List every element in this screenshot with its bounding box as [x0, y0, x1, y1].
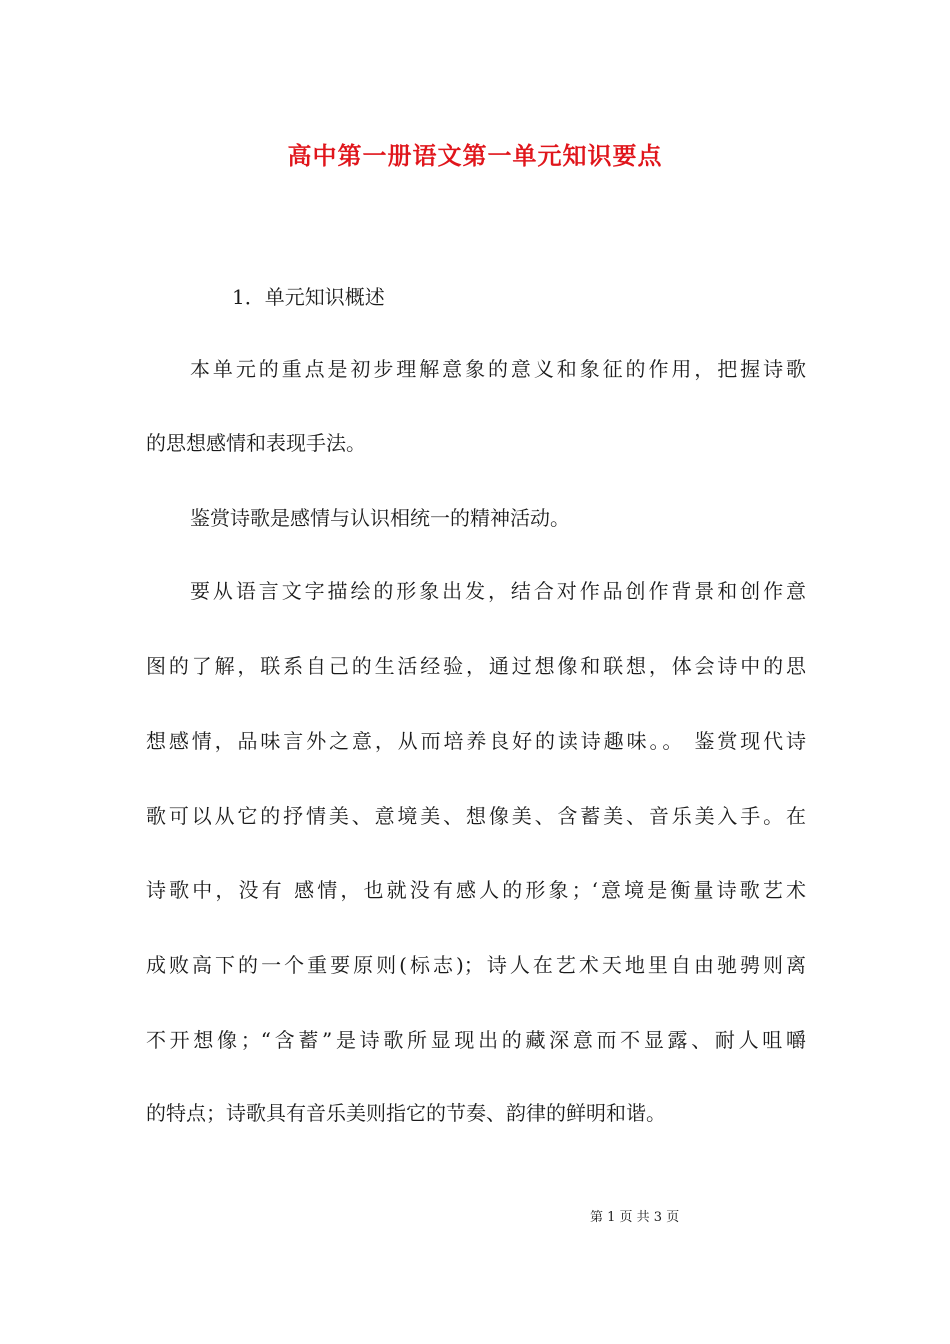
section-heading: 1．单元知识概述 [232, 285, 385, 309]
paragraph-line: 不开想像；“含蓄”是诗歌所显现出的藏深意而不显露、耐人咀嚼 [146, 1028, 806, 1052]
paragraph-line: 的特点；诗歌具有音乐美则指它的节奏、韵律的鲜明和谐。 [146, 1101, 666, 1125]
page-footer: 第 1 页 共 3 页 [590, 1210, 680, 1225]
paragraph-line: 想感情，品味言外之意，从而培养良好的读诗趣味。。 鉴赏现代诗 [146, 729, 806, 753]
paragraph-line: 的思想感情和表现手法。 [146, 431, 366, 455]
paragraph-line: 鉴赏诗歌是感情与认识相统一的精神活动。 [190, 506, 570, 530]
paragraph-line: 诗歌中，没有 感情，也就没有感人的形象；‘意境是衡量诗歌艺术 [146, 878, 806, 902]
paragraph-line: 要从语言文字描绘的形象出发，结合对作品创作背景和创作意 [190, 579, 806, 603]
paragraph-line: 图的了解，联系自己的生活经验，通过想像和联想，体会诗中的思 [146, 654, 806, 678]
paragraph-line: 成败高下的一个重要原则(标志)；诗人在艺术天地里自由驰骋则离 [146, 953, 806, 977]
document-title: 高中第一册语文第一单元知识要点 [287, 141, 663, 170]
paragraph-line: 歌可以从它的抒情美、意境美、想像美、含蓄美、音乐美入手。在 [146, 804, 806, 828]
paragraph-line: 本单元的重点是初步理解意象的意义和象征的作用，把握诗歌 [190, 357, 806, 381]
